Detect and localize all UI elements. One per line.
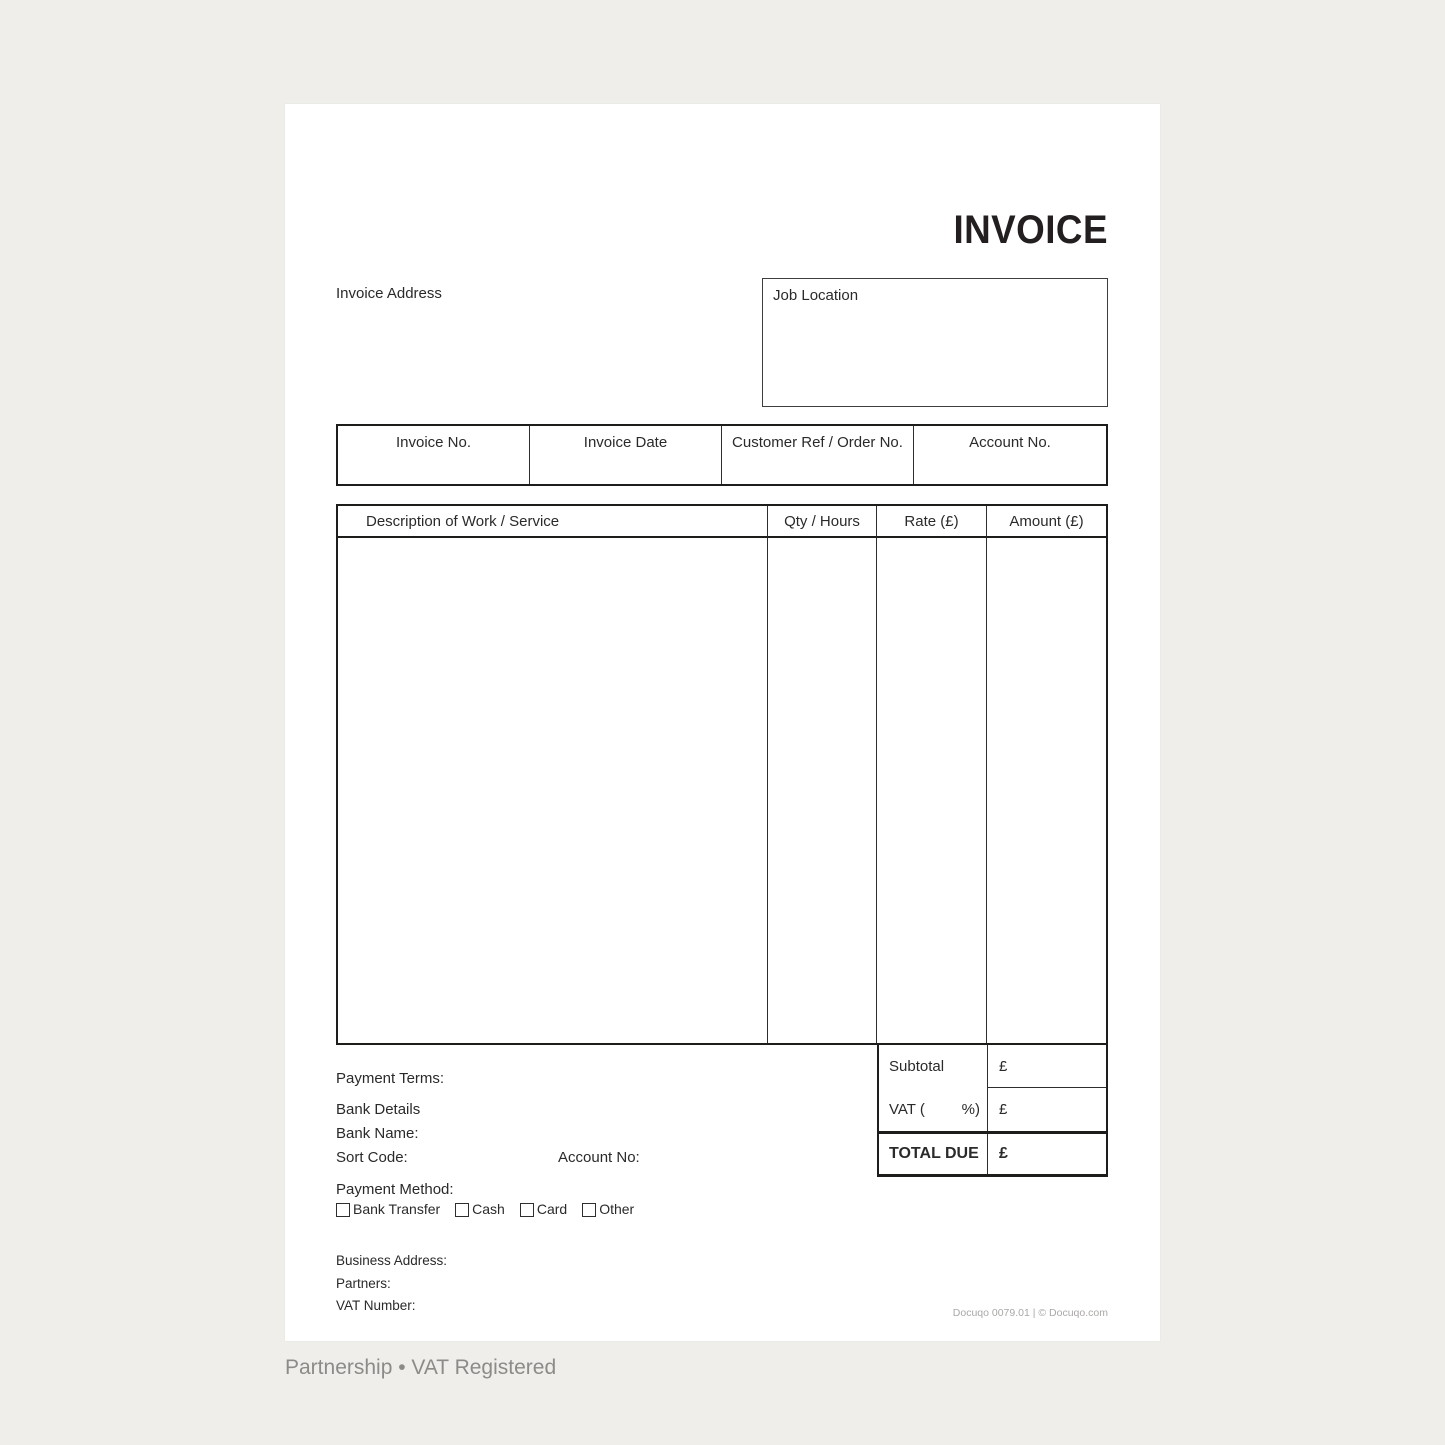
pound-sign: £ (999, 1057, 1008, 1075)
bank-transfer-option (336, 1202, 440, 1217)
qty-hours-header-label: Qty / Hours (784, 512, 860, 530)
total-due-amount-cell[interactable] (987, 1134, 1106, 1174)
vat-number-label: VAT Number: (336, 1298, 416, 1313)
footer-caption: Partnership • VAT Registered (285, 1356, 557, 1379)
subtotal-label: Subtotal (889, 1058, 945, 1075)
card-option (520, 1202, 567, 1217)
bank-transfer-checkbox[interactable] (336, 1203, 350, 1217)
qty-hours-entry-area[interactable] (768, 538, 877, 1043)
meta-cell-customer-ref[interactable] (722, 426, 914, 484)
vat-label-prefix: VAT ( (889, 1101, 925, 1118)
amount-entry-area[interactable] (987, 538, 1106, 1043)
other-option (582, 1202, 634, 1217)
vat-label[interactable] (879, 1088, 987, 1131)
business-info-block (336, 1253, 447, 1321)
business-address-label: Business Address: (336, 1253, 448, 1268)
invoice-date-label: Invoice Date (583, 434, 668, 451)
totals-table (877, 1045, 1108, 1177)
work-header-amount (987, 506, 1106, 538)
invoice-page (285, 104, 1160, 1341)
work-header-rate (877, 506, 987, 538)
bank-name-label: Bank Name: (336, 1125, 419, 1142)
total-due-label: TOTAL DUE (889, 1145, 979, 1162)
vat-amount-cell[interactable] (987, 1088, 1106, 1131)
amount-header-label: Amount (£) (1009, 512, 1084, 530)
invoice-address-label: Invoice Address (336, 285, 442, 302)
subtotal-amount-cell[interactable] (987, 1045, 1106, 1088)
pound-sign: £ (999, 1101, 1008, 1118)
job-location-box[interactable] (762, 278, 1108, 407)
subtotal-row (879, 1045, 1106, 1088)
card-checkbox[interactable] (520, 1203, 534, 1217)
partners-label: Partners: (336, 1275, 391, 1291)
payment-method-label: Payment Method: (336, 1181, 454, 1198)
cash-checkbox[interactable] (455, 1203, 469, 1217)
customer-ref-label: Customer Ref / Order No. (732, 434, 903, 451)
sort-code-account-row (336, 1149, 736, 1167)
meta-cell-invoice-no[interactable] (338, 426, 530, 484)
vat-label-suffix: %) (961, 1101, 980, 1118)
other-label: Other (599, 1201, 635, 1217)
job-location-label: Job Location (773, 287, 859, 304)
invoice-meta-table (336, 424, 1108, 486)
cash-label: Cash (472, 1201, 505, 1217)
card-label: Card (536, 1201, 568, 1217)
account-no-header-label: Account No. (969, 434, 1051, 451)
description-entry-area[interactable] (338, 538, 768, 1043)
meta-cell-invoice-date[interactable] (530, 426, 722, 484)
payment-method-options (336, 1202, 634, 1217)
rate-entry-area[interactable] (877, 538, 987, 1043)
cash-option (455, 1202, 505, 1217)
work-header-qty-hours (768, 506, 877, 538)
rate-header-label: Rate (£) (904, 512, 959, 530)
meta-cell-account-no[interactable] (914, 426, 1106, 484)
payment-terms-label: Payment Terms: (336, 1070, 445, 1087)
description-header-label: Description of Work / Service (366, 512, 560, 530)
invoice-title: INVOICE (953, 208, 1108, 252)
total-due-row (879, 1131, 1106, 1174)
other-checkbox[interactable] (582, 1203, 596, 1217)
invoice-no-label: Invoice No. (395, 434, 472, 451)
work-header-description (338, 506, 768, 538)
work-items-table (336, 504, 1108, 1045)
vat-row (879, 1088, 1106, 1131)
account-no-label: Account No: (558, 1149, 640, 1166)
bank-details-label: Bank Details (336, 1101, 421, 1118)
docuqo-credit: Docuqo 0079.01 | © Docuqo.com (952, 1307, 1108, 1319)
sort-code-label: Sort Code: (336, 1149, 408, 1166)
bank-transfer-label: Bank Transfer (353, 1201, 441, 1217)
pound-sign: £ (999, 1145, 1008, 1162)
